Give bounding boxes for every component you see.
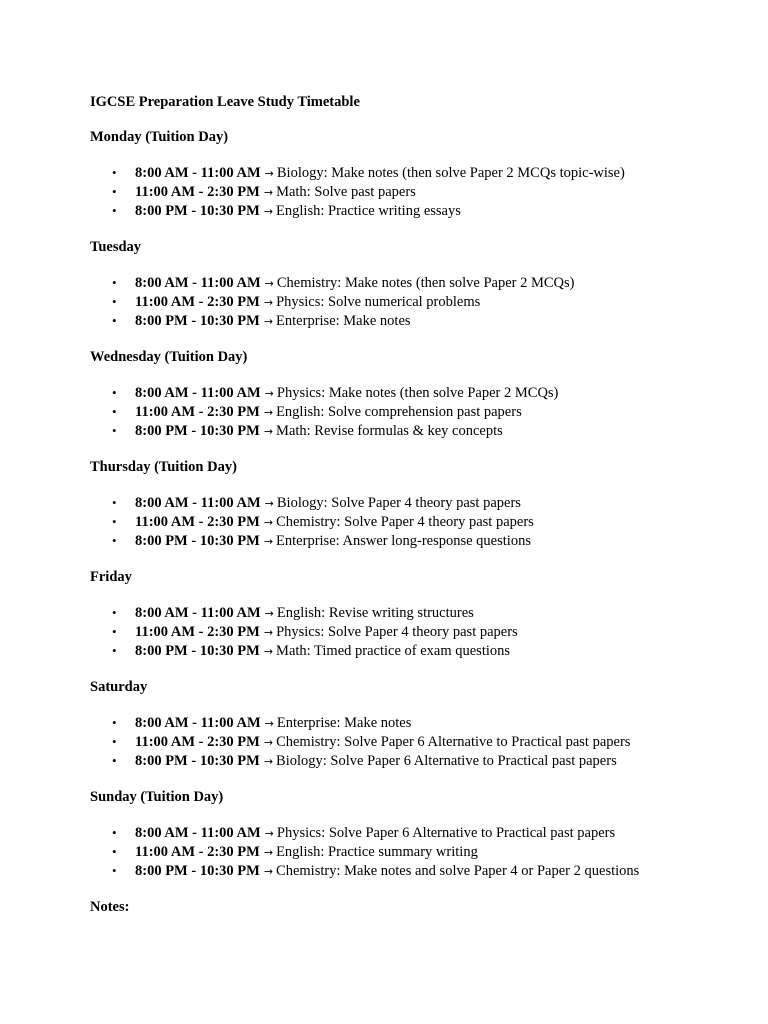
list-item bbox=[90, 714, 730, 733]
notes-heading: Notes: bbox=[90, 899, 130, 915]
day-heading: Sunday (Tuition Day) bbox=[90, 789, 224, 805]
day-heading: Wednesday (Tuition Day) bbox=[90, 349, 248, 365]
arrow-icon: → bbox=[264, 607, 274, 620]
list-item bbox=[90, 274, 730, 293]
slot-time: 8:00 PM - 10:30 PM bbox=[135, 423, 260, 439]
list-item bbox=[90, 513, 730, 532]
slot-task: Enterprise: Answer long-response questions bbox=[276, 533, 531, 549]
slot-task: Math: Timed practice of exam questions bbox=[276, 643, 511, 659]
slot-time: 8:00 PM - 10:30 PM bbox=[135, 313, 260, 329]
day-heading: Friday bbox=[90, 569, 132, 585]
slot-task: Math: Revise formulas & key concepts bbox=[276, 423, 503, 439]
arrow-icon: → bbox=[263, 406, 274, 419]
slot-time: 8:00 PM - 10:30 PM bbox=[135, 643, 260, 659]
arrow-icon: → bbox=[264, 827, 274, 840]
day-section bbox=[90, 568, 730, 661]
list-item bbox=[90, 862, 730, 881]
slot-list bbox=[90, 604, 730, 661]
arrow-icon: → bbox=[263, 425, 274, 438]
slot-task: Chemistry: Make notes and solve Paper 4 or Paper 2 questions bbox=[276, 863, 640, 879]
slot-task: Enterprise: Make notes bbox=[276, 313, 411, 329]
slot-time: 8:00 PM - 10:30 PM bbox=[135, 863, 260, 879]
list-item bbox=[90, 623, 730, 642]
day-section bbox=[90, 348, 730, 441]
timetable-days bbox=[90, 128, 730, 881]
slot-list bbox=[90, 824, 730, 881]
day-heading: Tuesday bbox=[90, 239, 142, 255]
bullet-icon: • bbox=[112, 715, 117, 730]
day-section bbox=[90, 238, 730, 331]
arrow-icon: → bbox=[264, 167, 274, 180]
list-item bbox=[90, 202, 730, 221]
bullet-icon: • bbox=[112, 624, 117, 639]
slot-time: 11:00 AM - 2:30 PM bbox=[135, 734, 260, 750]
list-item bbox=[90, 733, 730, 752]
bullet-icon: • bbox=[112, 184, 117, 199]
bullet-icon: • bbox=[112, 203, 117, 218]
arrow-icon: → bbox=[263, 205, 274, 218]
slot-list bbox=[90, 164, 730, 221]
list-item bbox=[90, 843, 730, 862]
slot-time: 8:00 AM - 11:00 AM bbox=[135, 605, 261, 621]
slot-task: Physics: Solve Paper 6 Alternative to Practical past papers bbox=[276, 825, 616, 841]
list-item bbox=[90, 312, 730, 331]
day-section bbox=[90, 788, 730, 881]
slot-task: Chemistry: Solve Paper 4 theory past papers bbox=[276, 514, 534, 530]
slot-list bbox=[90, 494, 730, 551]
slot-time: 8:00 PM - 10:30 PM bbox=[135, 203, 260, 219]
list-item bbox=[90, 494, 730, 513]
bullet-icon: • bbox=[112, 753, 117, 768]
slot-time: 11:00 AM - 2:30 PM bbox=[135, 184, 260, 200]
bullet-icon: • bbox=[112, 495, 117, 510]
slot-time: 11:00 AM - 2:30 PM bbox=[135, 404, 260, 420]
arrow-icon: → bbox=[263, 186, 274, 199]
slot-list bbox=[90, 384, 730, 441]
arrow-icon: → bbox=[264, 277, 274, 290]
day-section bbox=[90, 678, 730, 771]
slot-list bbox=[90, 274, 730, 331]
list-item bbox=[90, 824, 730, 843]
slot-time: 8:00 AM - 11:00 AM bbox=[135, 275, 261, 291]
slot-time: 11:00 AM - 2:30 PM bbox=[135, 514, 260, 530]
list-item bbox=[90, 293, 730, 312]
slot-task: Physics: Solve Paper 4 theory past papers bbox=[276, 624, 518, 640]
day-heading: Monday (Tuition Day) bbox=[90, 129, 229, 145]
bullet-icon: • bbox=[112, 385, 117, 400]
slot-time: 8:00 AM - 11:00 AM bbox=[135, 385, 261, 401]
arrow-icon: → bbox=[263, 315, 274, 328]
arrow-icon: → bbox=[263, 626, 274, 639]
slot-task: Enterprise: Make notes bbox=[276, 715, 412, 731]
bullet-icon: • bbox=[112, 423, 117, 438]
arrow-icon: → bbox=[263, 296, 274, 309]
slot-time: 11:00 AM - 2:30 PM bbox=[135, 294, 260, 310]
slot-task: Physics: Make notes (then solve Paper 2 MCQs) bbox=[276, 385, 559, 401]
day-section bbox=[90, 458, 730, 551]
slot-task: English: Revise writing structures bbox=[276, 605, 474, 621]
slot-time: 8:00 PM - 10:30 PM bbox=[135, 753, 260, 769]
slot-time: 8:00 AM - 11:00 AM bbox=[135, 715, 261, 731]
day-heading: Saturday bbox=[90, 679, 148, 695]
arrow-icon: → bbox=[263, 865, 274, 878]
bullet-icon: • bbox=[112, 533, 117, 548]
list-item bbox=[90, 422, 730, 441]
arrow-icon: → bbox=[263, 535, 274, 548]
slot-task: Physics: Solve numerical problems bbox=[276, 294, 481, 310]
bullet-icon: • bbox=[112, 825, 117, 840]
slot-task: English: Solve comprehension past papers bbox=[276, 404, 522, 420]
bullet-icon: • bbox=[112, 643, 117, 658]
list-item bbox=[90, 532, 730, 551]
list-item bbox=[90, 604, 730, 623]
arrow-icon: → bbox=[264, 387, 274, 400]
bullet-icon: • bbox=[112, 734, 117, 749]
bullet-icon: • bbox=[112, 844, 117, 859]
arrow-icon: → bbox=[264, 717, 274, 730]
arrow-icon: → bbox=[263, 846, 274, 859]
bullet-icon: • bbox=[112, 165, 117, 180]
slot-task: Biology: Solve Paper 4 theory past papers bbox=[276, 495, 521, 511]
day-section bbox=[90, 128, 730, 221]
bullet-icon: • bbox=[112, 294, 117, 309]
list-item bbox=[90, 403, 730, 422]
slot-task: Biology: Make notes (then solve Paper 2 MCQs topic-wise) bbox=[276, 165, 625, 181]
slot-task: Math: Solve past papers bbox=[276, 184, 416, 200]
list-item bbox=[90, 384, 730, 403]
bullet-icon: • bbox=[112, 404, 117, 419]
list-item bbox=[90, 183, 730, 202]
bullet-icon: • bbox=[112, 514, 117, 529]
slot-time: 11:00 AM - 2:30 PM bbox=[135, 844, 260, 860]
arrow-icon: → bbox=[263, 736, 274, 749]
slot-task: Biology: Solve Paper 6 Alternative to Practical past papers bbox=[276, 753, 617, 769]
slot-time: 11:00 AM - 2:30 PM bbox=[135, 624, 260, 640]
arrow-icon: → bbox=[264, 497, 274, 510]
day-heading: Thursday (Tuition Day) bbox=[90, 459, 237, 475]
slot-time: 8:00 AM - 11:00 AM bbox=[135, 495, 261, 511]
arrow-icon: → bbox=[263, 645, 274, 658]
list-item bbox=[90, 642, 730, 661]
slot-time: 8:00 PM - 10:30 PM bbox=[135, 533, 260, 549]
arrow-icon: → bbox=[263, 755, 274, 768]
document-page bbox=[90, 93, 730, 916]
slot-task: Chemistry: Solve Paper 6 Alternative to Practical past papers bbox=[276, 734, 631, 750]
arrow-icon: → bbox=[263, 516, 274, 529]
bullet-icon: • bbox=[112, 313, 117, 328]
bullet-icon: • bbox=[112, 275, 117, 290]
bullet-icon: • bbox=[112, 605, 117, 620]
slot-task: Chemistry: Make notes (then solve Paper 2 MCQs) bbox=[276, 275, 575, 291]
slot-task: English: Practice summary writing bbox=[276, 844, 478, 860]
slot-time: 8:00 AM - 11:00 AM bbox=[135, 165, 261, 181]
slot-list bbox=[90, 714, 730, 771]
list-item bbox=[90, 752, 730, 771]
slot-time: 8:00 AM - 11:00 AM bbox=[135, 825, 261, 841]
document-title: IGCSE Preparation Leave Study Timetable bbox=[90, 94, 360, 110]
bullet-icon: • bbox=[112, 863, 117, 878]
slot-task: English: Practice writing essays bbox=[276, 203, 461, 219]
list-item bbox=[90, 164, 730, 183]
